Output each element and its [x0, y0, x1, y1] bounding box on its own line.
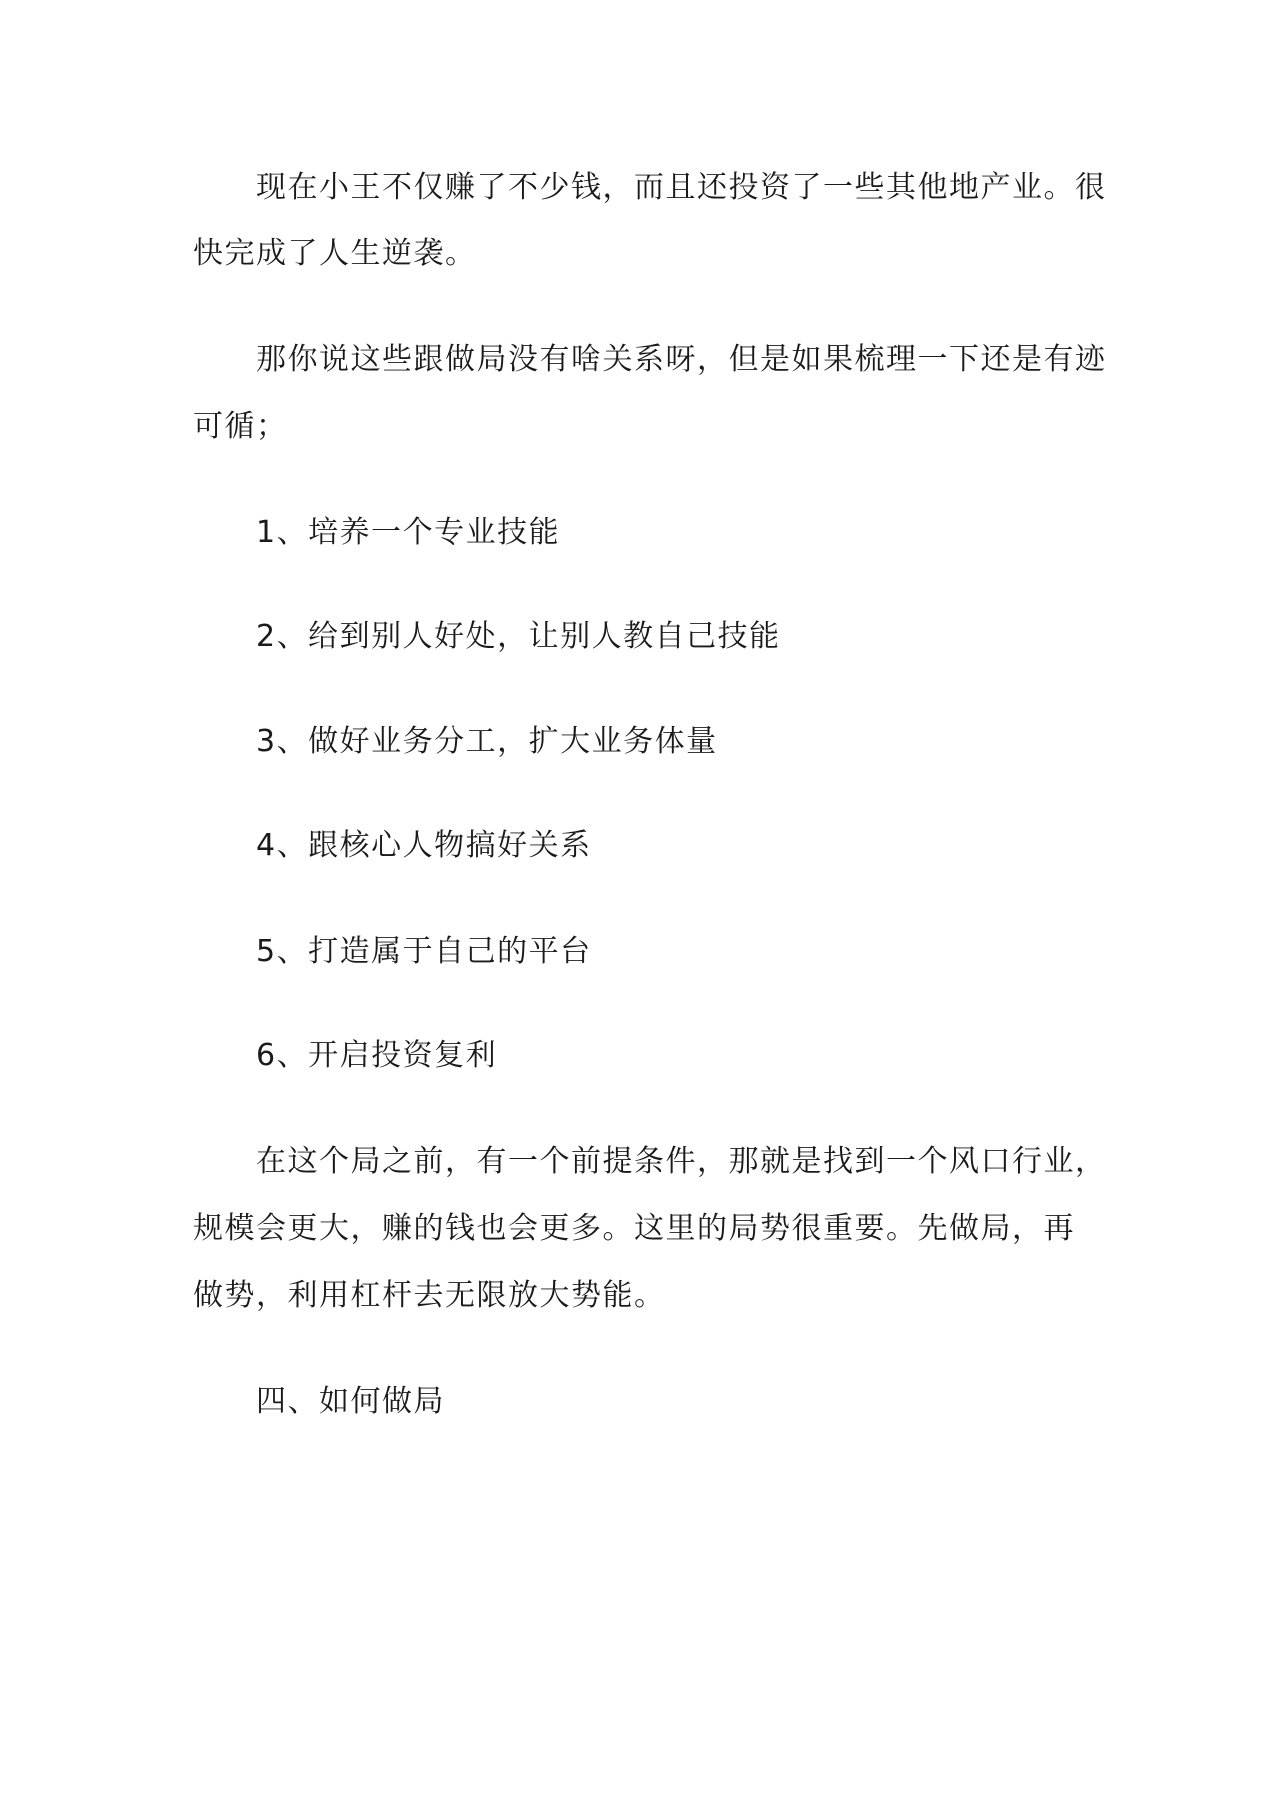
list-item-1: 1、培养一个专业技能 [193, 515, 561, 550]
list-item-5: 5、打造属于自己的平台 [193, 934, 592, 969]
paragraph-3-line-1: 在这个局之前，有一个前提条件，那就是找到一个风口行业， [193, 1144, 1107, 1179]
paragraph-1-line-2: 快完成了人生逆袭。 [193, 236, 477, 271]
paragraph-3-line-3: 做势，利用杠杆去无限放大势能。 [193, 1278, 666, 1313]
paragraph-1-line-1: 现在小王不仅赚了不少钱，而且还投资了一些其他地产业。很 [193, 170, 1107, 205]
list-item-4: 4、跟核心人物搞好关系 [193, 828, 592, 863]
list-item-2: 2、给到别人好处，让别人教自己技能 [193, 619, 781, 654]
paragraph-3-line-2: 规模会更大，赚的钱也会更多。这里的局势很重要。先做局，再 [193, 1211, 1075, 1246]
list-item-6: 6、开启投资复利 [193, 1038, 498, 1073]
paragraph-2-line-1: 那你说这些跟做局没有啥关系呀，但是如果梳理一下还是有迹 [193, 342, 1107, 377]
section-heading: 四、如何做局 [193, 1384, 445, 1419]
paragraph-2-line-2: 可循； [193, 409, 288, 444]
list-item-3: 3、做好业务分工，扩大业务体量 [193, 724, 718, 759]
